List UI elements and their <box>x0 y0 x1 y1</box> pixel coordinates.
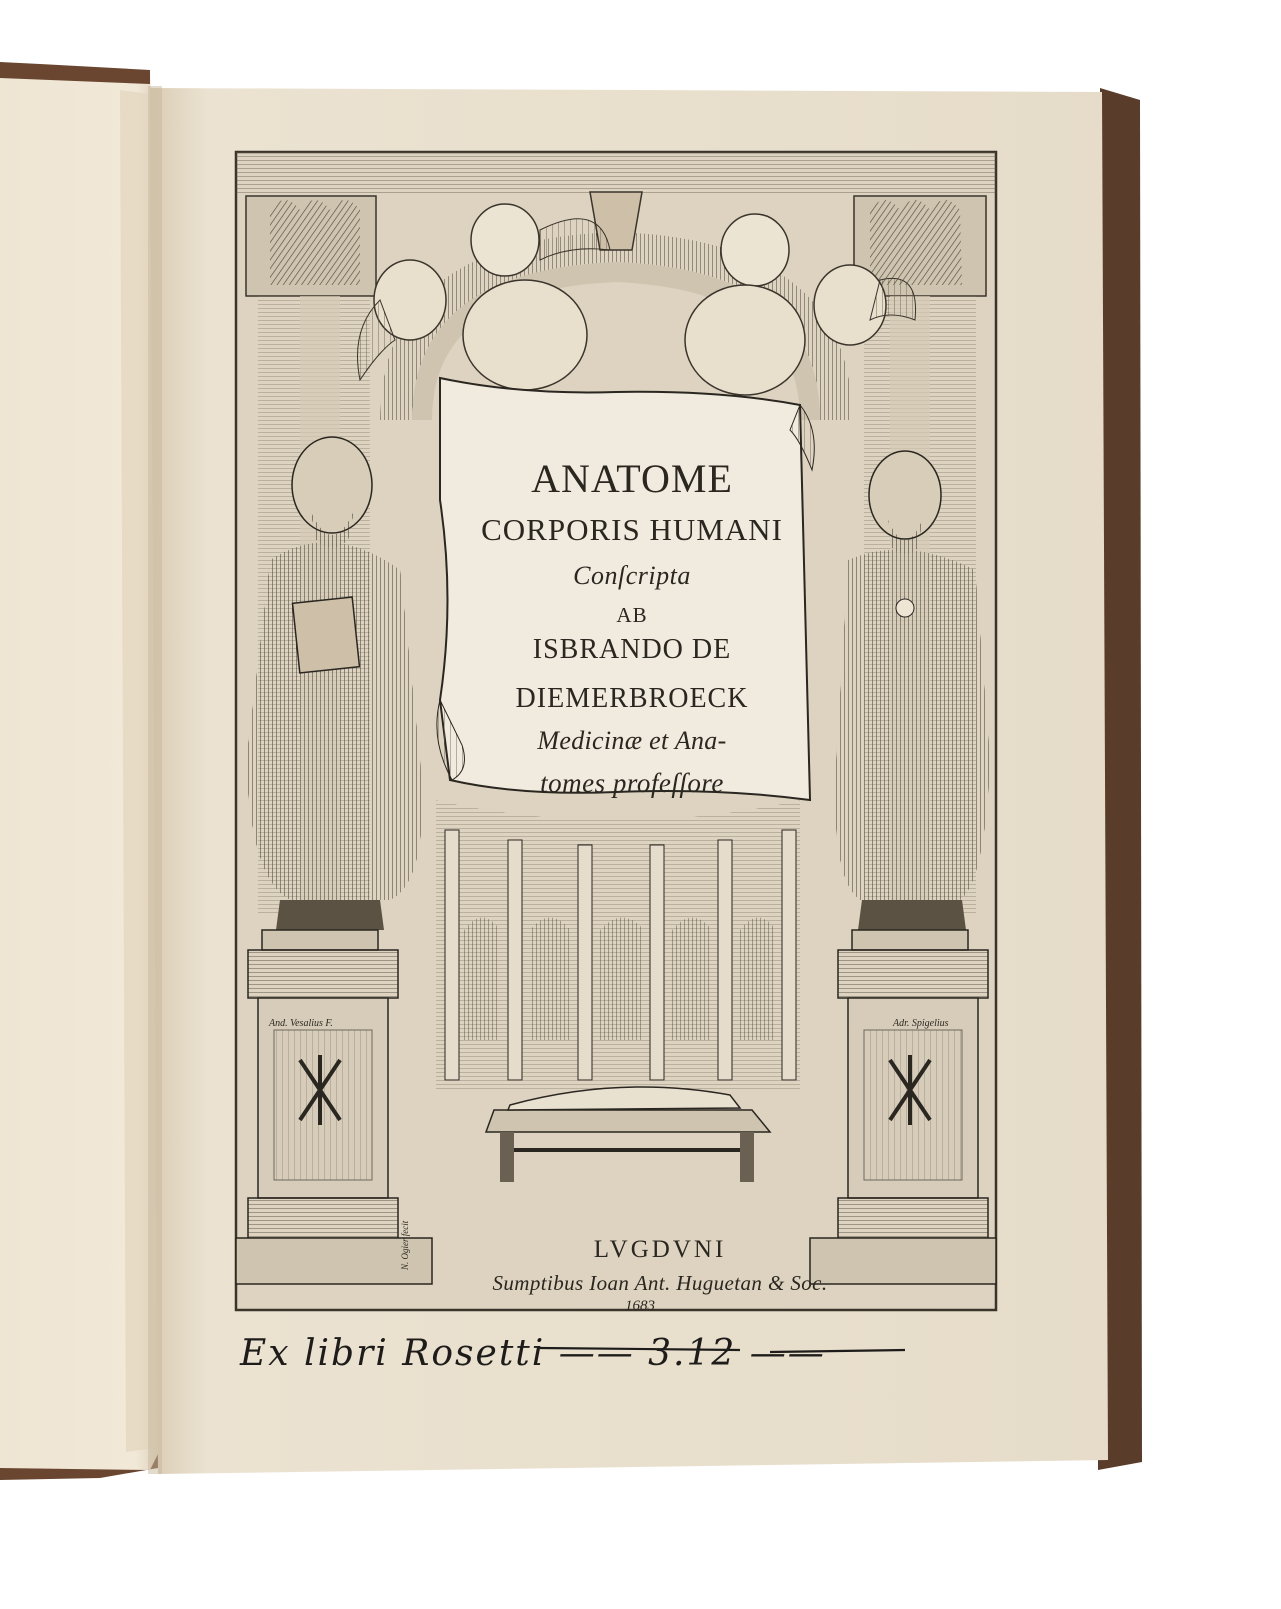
title-line-3: Conſcripta <box>573 561 691 590</box>
right-plinth-label: Adr. Spigelius <box>893 1018 949 1029</box>
imprint-publisher: Sumptibus Ioan Ant. Huguetan & Soc. <box>492 1271 828 1295</box>
title-line-4: AB <box>616 603 648 627</box>
title-line-6: DIEMERBROECK <box>515 683 749 714</box>
imprint-city: LVGDVNI <box>593 1236 727 1263</box>
left-plinth-label: And. Vesalius F. <box>269 1018 333 1029</box>
title-line-2: CORPORIS HUMANI <box>481 512 783 547</box>
title-line-5: ISBRANDO DE <box>532 634 732 665</box>
title-line-7: Medicinæ et Ana- <box>537 726 727 755</box>
engraver-signature: N. Ogier fecit <box>400 1220 410 1270</box>
handwritten-inscription: Ex libri Rosetti —— 3.12 —— <box>240 1333 826 1374</box>
gutter-shadow <box>148 86 162 1474</box>
imprint-year: 1683 <box>625 1298 655 1314</box>
anatomy-theatre <box>436 800 800 1300</box>
left-page <box>0 78 160 1470</box>
title-line-1: ANATOME <box>531 456 733 501</box>
title-line-8: tomes profeſſore <box>540 768 724 798</box>
